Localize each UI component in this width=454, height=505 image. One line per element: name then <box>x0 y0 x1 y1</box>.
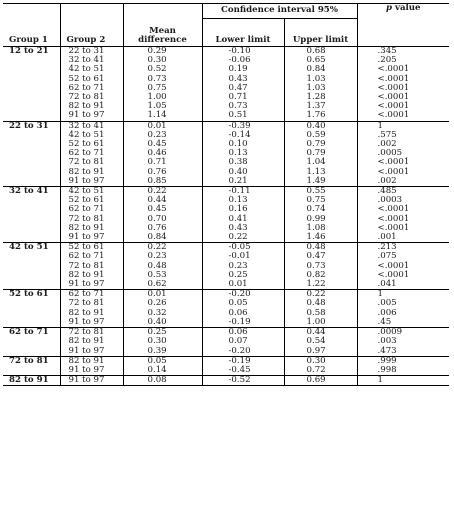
group2-cell: 82 to 91 <box>60 309 123 318</box>
group2-cell: 91 to 97 <box>60 376 123 386</box>
mean-difference-cell: 0.26 <box>123 299 202 308</box>
p-value-cell: 1 <box>377 120 383 131</box>
p-value-cell: <.0001 <box>377 82 410 93</box>
group1-cell: 72 to 81 <box>3 356 60 375</box>
upper-limit-cell: 1.03 <box>284 75 357 84</box>
group2-cell: 62 to 71 <box>60 84 123 93</box>
upper-limit-cell: 0.74 <box>284 205 357 214</box>
lower-limit-cell: 0.16 <box>202 205 284 214</box>
upper-limit-cell: 1.03 <box>284 84 357 93</box>
mean-difference-cell: 0.39 <box>123 347 202 357</box>
mean-difference-cell: 1.14 <box>123 111 202 121</box>
upper-limit-cell: 1.37 <box>284 102 357 111</box>
header-mean-line2: difference <box>138 34 187 45</box>
p-value-cell: <.0001 <box>377 64 410 75</box>
lower-limit-cell: 0.51 <box>202 111 284 121</box>
group2-cell: 42 to 51 <box>60 131 123 140</box>
p-value-cell: .001 <box>377 232 397 243</box>
group2-cell: 52 to 61 <box>60 75 123 84</box>
upper-limit-cell: 0.99 <box>284 215 357 224</box>
mean-difference-cell: 0.29 <box>123 47 202 57</box>
p-value-cell: .0005 <box>377 148 403 159</box>
upper-limit-cell: 1.76 <box>284 111 357 121</box>
p-value-cell: .003 <box>377 336 397 347</box>
upper-limit-cell: 1.00 <box>284 318 357 328</box>
upper-limit-cell: 1.49 <box>284 177 357 187</box>
upper-limit-cell: 0.59 <box>284 131 357 140</box>
p-value-cell: <.0001 <box>377 110 410 121</box>
upper-limit-cell: 0.54 <box>284 337 357 346</box>
lower-limit-cell: -0.52 <box>202 376 284 386</box>
lower-limit-cell: -0.06 <box>202 56 284 65</box>
p-value-cell: <.0001 <box>377 213 410 224</box>
upper-limit-cell: 0.58 <box>284 309 357 318</box>
group1-cell: 22 to 31 <box>3 121 60 186</box>
lower-limit-cell: 0.41 <box>202 215 284 224</box>
group2-cell: 42 to 51 <box>60 65 123 74</box>
upper-limit-cell: 1.46 <box>284 233 357 243</box>
group2-cell: 82 to 91 <box>60 224 123 233</box>
lower-limit-cell: -0.20 <box>202 347 284 357</box>
upper-limit-cell: 0.47 <box>284 252 357 261</box>
lower-limit-cell: -0.11 <box>202 187 284 197</box>
lower-limit-cell: 0.23 <box>202 262 284 271</box>
p-value-cell: <.0001 <box>377 92 410 103</box>
group2-cell: 91 to 97 <box>60 177 123 187</box>
lower-limit-cell: 0.13 <box>202 196 284 205</box>
header-group1: Group 1 <box>3 4 60 47</box>
mean-difference-cell: 0.40 <box>123 318 202 328</box>
mean-difference-cell: 1.00 <box>123 93 202 102</box>
mean-difference-cell: 0.30 <box>123 56 202 65</box>
group1-cell: 12 to 21 <box>3 47 60 122</box>
table-header <box>3 4 449 47</box>
p-value-cell: <.0001 <box>377 157 410 168</box>
p-value-cell: .005 <box>377 298 397 309</box>
upper-limit-cell: 1.08 <box>284 224 357 233</box>
mean-difference-cell: 0.01 <box>123 290 202 300</box>
lower-limit-cell: 0.47 <box>202 84 284 93</box>
lower-limit-cell: -0.39 <box>202 121 284 131</box>
upper-limit-cell: 1.04 <box>284 158 357 167</box>
group1-cell: 62 to 71 <box>3 328 60 357</box>
upper-limit-cell: 0.97 <box>284 347 357 357</box>
header-upper-limit: Upper limit <box>284 19 357 47</box>
group2-cell: 42 to 51 <box>60 187 123 197</box>
p-value-cell: <.0001 <box>377 260 410 271</box>
lower-limit-cell: -0.05 <box>202 243 284 253</box>
p-value-cell: .002 <box>377 139 397 150</box>
group2-cell: 52 to 61 <box>60 196 123 205</box>
lower-limit-cell: 0.25 <box>202 271 284 280</box>
mean-difference-cell: 0.44 <box>123 196 202 205</box>
lower-limit-cell: 0.38 <box>202 158 284 167</box>
header-p-value <box>357 4 449 47</box>
lower-limit-cell: -0.01 <box>202 252 284 261</box>
group2-cell: 91 to 97 <box>60 280 123 290</box>
lower-limit-cell: 0.10 <box>202 140 284 149</box>
mean-difference-cell: 0.23 <box>123 252 202 261</box>
group2-cell: 82 to 91 <box>60 102 123 111</box>
upper-limit-cell: 0.22 <box>284 290 357 300</box>
p-value-cell: <.0001 <box>377 73 410 84</box>
group2-cell: 91 to 97 <box>60 318 123 328</box>
lower-limit-cell: 0.73 <box>202 102 284 111</box>
mean-difference-cell: 0.52 <box>123 65 202 74</box>
p-value-cell: .213 <box>377 242 397 253</box>
p-value-cell: <.0001 <box>377 269 410 280</box>
group1-cell: 32 to 41 <box>3 187 60 243</box>
lower-limit-cell: 0.19 <box>202 65 284 74</box>
group2-cell: 72 to 81 <box>60 93 123 102</box>
mean-difference-cell: 0.73 <box>123 75 202 84</box>
mean-difference-cell: 0.14 <box>123 366 202 376</box>
group2-cell: 62 to 71 <box>60 205 123 214</box>
group2-cell: 62 to 71 <box>60 290 123 300</box>
upper-limit-cell: 0.40 <box>284 121 357 131</box>
lower-limit-cell: 0.06 <box>202 328 284 338</box>
group2-cell: 72 to 81 <box>60 328 123 338</box>
group2-cell: 82 to 91 <box>60 168 123 177</box>
upper-limit-cell: 0.48 <box>284 299 357 308</box>
p-value-cell: <.0001 <box>377 204 410 215</box>
lower-limit-cell: -0.19 <box>202 318 284 328</box>
lower-limit-cell: 0.43 <box>202 224 284 233</box>
group1-cell: 52 to 61 <box>3 290 60 328</box>
group2-cell: 72 to 81 <box>60 158 123 167</box>
group2-cell: 72 to 81 <box>60 299 123 308</box>
table-row <box>3 376 449 386</box>
upper-limit-cell: 1.22 <box>284 280 357 290</box>
p-value-cell: .075 <box>377 251 397 262</box>
group2-cell: 72 to 81 <box>60 262 123 271</box>
lower-limit-cell: 0.71 <box>202 93 284 102</box>
p-value-cell: .006 <box>377 307 397 318</box>
p-value-cell: .002 <box>377 175 397 186</box>
p-value-cell: .205 <box>377 55 397 66</box>
lower-limit-cell: 0.21 <box>202 177 284 187</box>
lower-limit-cell: 0.13 <box>202 149 284 158</box>
mean-difference-cell: 0.01 <box>123 121 202 131</box>
mean-difference-cell: 0.84 <box>123 233 202 243</box>
mean-difference-cell: 0.76 <box>123 224 202 233</box>
header-row-1 <box>3 4 449 19</box>
p-value-cell: .0003 <box>377 195 403 206</box>
p-value-cell: .999 <box>377 355 397 366</box>
header-mean-difference <box>123 4 202 47</box>
group1-cell: 42 to 51 <box>3 243 60 290</box>
upper-limit-cell: 1.28 <box>284 93 357 102</box>
group1-cell: 82 to 91 <box>3 376 60 386</box>
p-value-cell: .345 <box>377 46 397 56</box>
header-confidence-interval: Confidence interval 95% <box>202 4 357 19</box>
group2-cell: 22 to 31 <box>60 47 123 57</box>
mean-difference-cell: 0.32 <box>123 309 202 318</box>
mean-difference-cell: 0.05 <box>123 356 202 366</box>
p-value-cell: .998 <box>377 364 397 375</box>
p-value-cell: .473 <box>377 345 397 356</box>
p-value-cell: .45 <box>377 316 392 327</box>
group2-cell: 32 to 41 <box>60 121 123 131</box>
table-row <box>3 111 449 121</box>
upper-limit-cell: 0.65 <box>284 56 357 65</box>
upper-limit-cell: 0.73 <box>284 262 357 271</box>
header-group2: Group 2 <box>60 4 123 47</box>
upper-limit-cell: 0.84 <box>284 65 357 74</box>
p-value-cell: .041 <box>377 279 397 290</box>
p-value-cell: .485 <box>377 186 397 197</box>
upper-limit-cell: 0.44 <box>284 328 357 338</box>
upper-limit-cell: 0.72 <box>284 366 357 376</box>
comparison-table <box>3 3 449 386</box>
lower-limit-cell: -0.10 <box>202 47 284 57</box>
mean-difference-cell: 1.05 <box>123 102 202 111</box>
upper-limit-cell: 0.68 <box>284 47 357 57</box>
mean-difference-cell: 0.22 <box>123 187 202 197</box>
upper-limit-cell: 0.82 <box>284 271 357 280</box>
group2-cell: 91 to 97 <box>60 347 123 357</box>
lower-limit-cell: -0.45 <box>202 366 284 376</box>
mean-difference-cell: 0.53 <box>123 271 202 280</box>
upper-limit-cell: 1.13 <box>284 168 357 177</box>
mean-difference-cell: 0.85 <box>123 177 202 187</box>
mean-difference-cell: 0.45 <box>123 140 202 149</box>
lower-limit-cell: 0.06 <box>202 309 284 318</box>
mean-difference-cell: 0.62 <box>123 280 202 290</box>
upper-limit-cell: 0.79 <box>284 149 357 158</box>
lower-limit-cell: -0.14 <box>202 131 284 140</box>
header-mean-line1: Mean <box>149 25 176 36</box>
lower-limit-cell: -0.20 <box>202 290 284 300</box>
p-value-cell: 1 <box>377 375 383 386</box>
mean-difference-cell: 0.48 <box>123 262 202 271</box>
group2-cell: 82 to 91 <box>60 356 123 366</box>
group2-cell: 82 to 91 <box>60 271 123 280</box>
lower-limit-cell: 0.05 <box>202 299 284 308</box>
lower-limit-cell: 0.43 <box>202 75 284 84</box>
mean-difference-cell: 0.25 <box>123 328 202 338</box>
upper-limit-cell: 0.30 <box>284 356 357 366</box>
group2-cell: 91 to 97 <box>60 111 123 121</box>
p-value-cell: <.0001 <box>377 222 410 233</box>
group2-cell: 62 to 71 <box>60 252 123 261</box>
mean-difference-cell: 0.45 <box>123 205 202 214</box>
header-p-italic: p <box>385 3 392 13</box>
table-row <box>3 347 449 357</box>
lower-limit-cell: 0.22 <box>202 233 284 243</box>
group2-cell: 82 to 91 <box>60 337 123 346</box>
upper-limit-cell: 0.79 <box>284 140 357 149</box>
table-body <box>3 47 449 386</box>
mean-difference-cell: 0.76 <box>123 168 202 177</box>
p-value-cell: .0009 <box>377 327 403 338</box>
lower-limit-cell: 0.01 <box>202 280 284 290</box>
upper-limit-cell: 0.55 <box>284 187 357 197</box>
lower-limit-cell: -0.19 <box>202 356 284 366</box>
group2-cell: 62 to 71 <box>60 149 123 158</box>
mean-difference-cell: 0.71 <box>123 158 202 167</box>
group2-cell: 52 to 61 <box>60 243 123 253</box>
mean-difference-cell: 0.70 <box>123 215 202 224</box>
mean-difference-cell: 0.46 <box>123 149 202 158</box>
group2-cell: 32 to 41 <box>60 56 123 65</box>
upper-limit-cell: 0.48 <box>284 243 357 253</box>
group2-cell: 52 to 61 <box>60 140 123 149</box>
p-value-cell: 1 <box>377 289 383 300</box>
group2-cell: 72 to 81 <box>60 215 123 224</box>
upper-limit-cell: 0.69 <box>284 376 357 386</box>
group2-cell: 91 to 97 <box>60 366 123 376</box>
mean-difference-cell: 0.23 <box>123 131 202 140</box>
mean-difference-cell: 0.30 <box>123 337 202 346</box>
mean-difference-cell: 0.08 <box>123 376 202 386</box>
lower-limit-cell: 0.07 <box>202 337 284 346</box>
p-value-cell: .575 <box>377 129 397 140</box>
p-value-cell: <.0001 <box>377 101 410 112</box>
mean-difference-cell: 0.75 <box>123 84 202 93</box>
header-lower-limit: Lower limit <box>202 19 284 47</box>
mean-difference-cell: 0.22 <box>123 243 202 253</box>
upper-limit-cell: 0.75 <box>284 196 357 205</box>
p-value-cell: <.0001 <box>377 166 410 177</box>
lower-limit-cell: 0.40 <box>202 168 284 177</box>
group2-cell: 91 to 97 <box>60 233 123 243</box>
header-p-rest: value <box>391 3 421 13</box>
